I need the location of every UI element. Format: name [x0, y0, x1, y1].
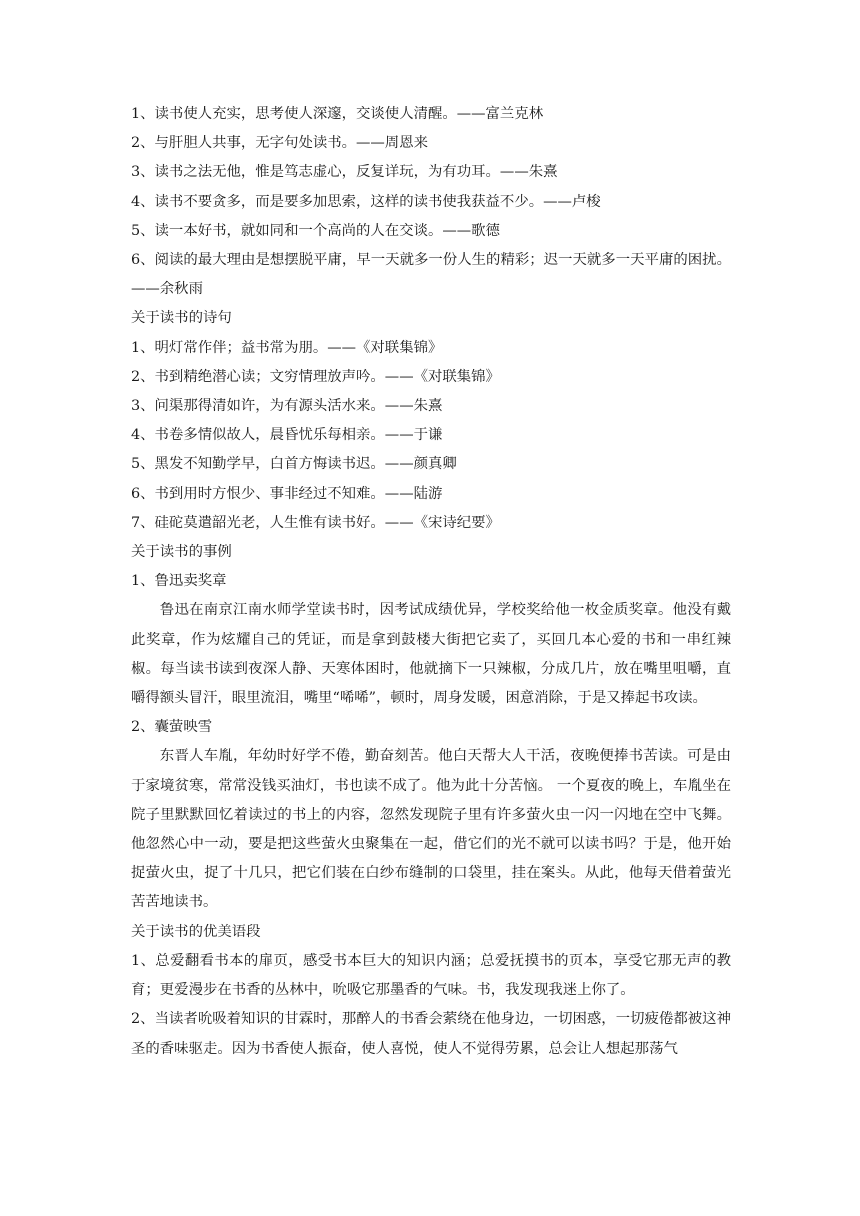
story-title: 1、鲁迅卖奖章: [131, 573, 227, 590]
poem-line: 1、明灯常作伴；益书常为朋。——《对联集锦》: [131, 339, 443, 356]
stories-heading: 关于读书的事例: [131, 544, 232, 561]
story-body: 东晋人车胤，年幼时好学不倦，勤奋刻苦。他白天帮大人干活，夜晚便捧书苦读。可是由于家境贫寒，常常没钱买油灯，书也读不成了。他为此十分苦恼。 一个夏夜的晚上，车胤坐在院子里默默回忆着读过的书上的内容，忽然发现院子里有许多萤火虫一闪一闪地在空中飞舞。他忽然心中一动，要是把这些萤火虫聚集在一起，借它们的光不就可以读书吗？于是，他开始捉萤火虫，捉了十几只，把它们装在白纱布缝制的口袋里，挂在案头。从此，他每天借着萤光苦苦地读书。: [131, 748, 731, 911]
passage-paragraph: 1、总爱翻看书本的扉页，感受书本巨大的知识内涵；总爱抚摸书的页本，享受它那无声的教育；更爱漫步在书香的丛林中，吮吸它那墨香的气味。书，我发现我迷上你了。: [131, 952, 731, 999]
story-title: 2、囊萤映雪: [131, 719, 213, 736]
story-body: 鲁迅在南京江南水师学堂读书时，因考试成绩优异，学校奖给他一枚金质奖章。他没有戴此奖章，作为炫耀自己的凭证，而是拿到鼓楼大街把它卖了，买回几本心爱的书和一串红辣椒。每当读书读到夜深人静、天寒体困时，他就摘下一只辣椒，分成几片，放在嘴里咀嚼，直嚼得额头冒汗，眼里流泪，嘴里“唏唏”，顿时，周身发暖，困意消除，于是又捧起书攻读。: [131, 602, 731, 707]
quote-line: 3、读书之法无他，惟是笃志虚心，反复详玩，为有功耳。——朱熹: [131, 164, 558, 181]
poem-line: 3、问渠那得清如许，为有源头活水来。——朱熹: [131, 398, 443, 415]
passage-paragraph: 2、当读者吮吸着知识的甘霖时，那醉人的书香会萦绕在他身边，一切困惑，一切疲倦都被这神圣的香味驱走。因为书香使人振奋，使人喜悦，使人不觉得劳累，总会让人想起那荡气: [131, 1011, 731, 1057]
quote-line: 6、阅读的最大理由是想摆脱平庸，早一天就多一份人生的精彩；迟一天就多一天平庸的困扰。——余秋雨: [131, 252, 731, 298]
poems-heading: 关于读书的诗句: [131, 310, 232, 327]
quote-line: 2、与肝胆人共事，无字句处读书。——周恩来: [131, 135, 428, 152]
poem-line: 6、书到用时方恨少、事非经过不知难。——陆游: [131, 485, 443, 502]
poem-line: 4、书卷多情似故人，晨昏忧乐每相亲。——于谦: [131, 427, 443, 444]
poem-line: 5、黑发不知勤学早，白首方悔读书迟。——颜真卿: [131, 456, 457, 473]
quote-line: 1、读书使人充实，思考使人深邃，交谈使人清醒。——富兰克林: [131, 106, 544, 122]
quote-line: 5、读一本好书，就如同和一个高尚的人在交谈。——歌德: [131, 222, 500, 239]
quote-line: 4、读书不要贪多，而是要多加思索，这样的读书使我获益不少。——卢梭: [131, 193, 601, 210]
poem-line: 7、硅砣莫遣韶光老，人生惟有读书好。——《宋诗纪要》: [131, 514, 500, 531]
poem-line: 2、书到精绝潜心读；文穷情理放声吟。——《对联集锦》: [131, 368, 500, 385]
document-body: [131, 100, 731, 1064]
passages-heading: 关于读书的优美语段: [131, 923, 261, 940]
